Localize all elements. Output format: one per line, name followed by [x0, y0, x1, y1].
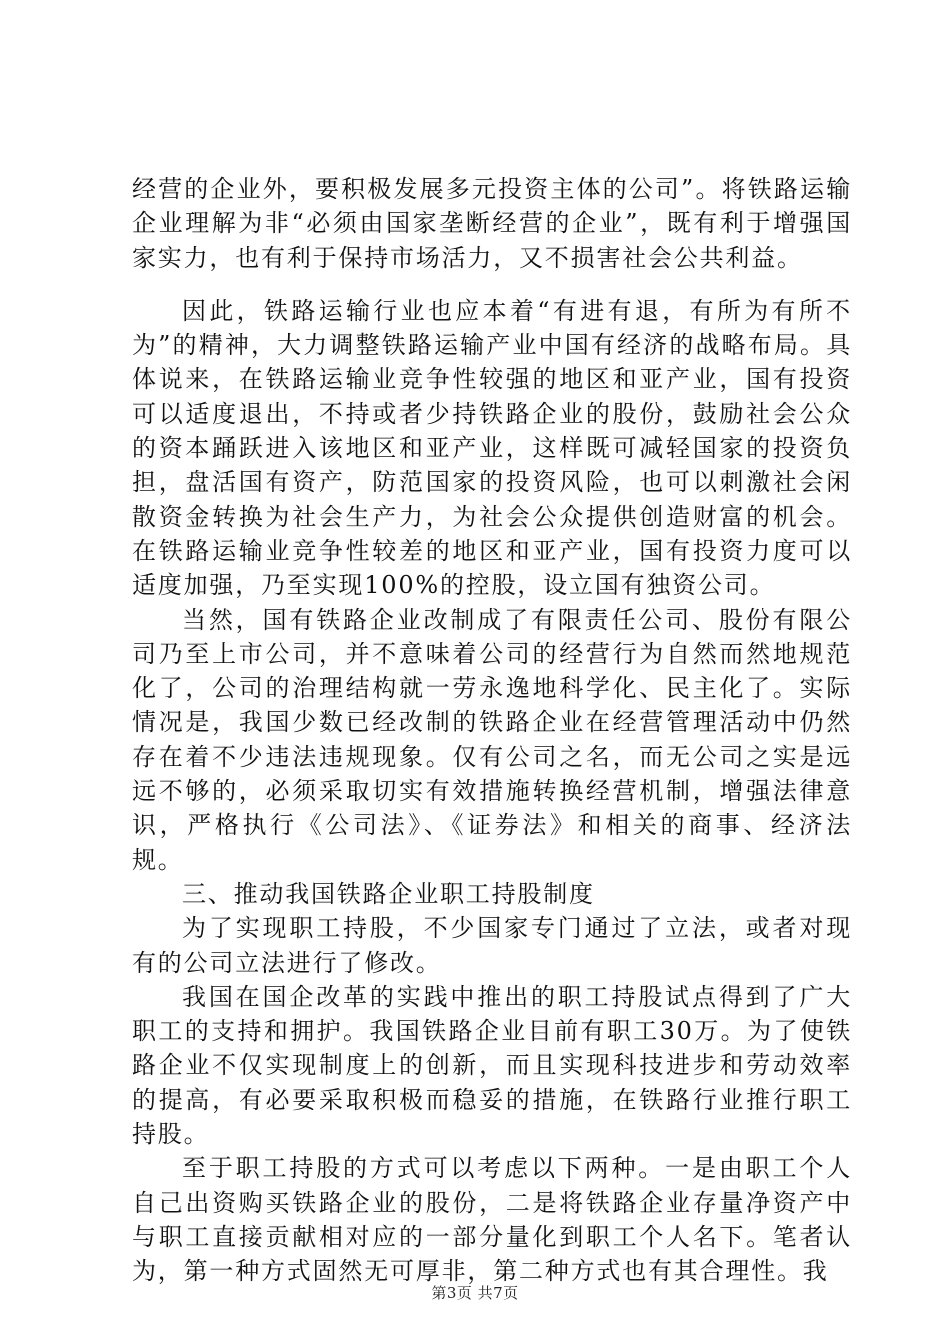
document-body: [132, 172, 852, 1289]
paragraph-pilot: 我国在国企改革的实践中推出的职工持股试点得到了广大职工的支持和拥护。我国铁路企业目前有职工30万。为了使铁路企业不仅实现制度上的创新，而且实现科技进步和劳动效率的提高，有必要采取积极而稳妥的措施，在铁路行业推行职工持股。: [132, 982, 852, 1149]
paragraph-governance: 当然，国有铁路企业改制成了有限责任公司、股份有限公司乃至上市公司，并不意味着公司的经营行为自然而然地规范化了，公司的治理结构就一劳永逸地科学化、民主化了。实际情况是，我国少数已经改制的铁路企业在经营管理活动中仍然存在着不少违法违规现象。仅有公司之名，而无公司之实是远远不够的，必须采取切实有效措施转换经营机制，增强法律意识，严格执行《公司法》、《证券法》和相关的商事、经济法规。: [132, 605, 852, 874]
paragraph-continuation: 经营的企业外，要积极发展多元投资主体的公司”。将铁路运输企业理解为非“必须由国家垄断经营的企业”，既有利于增强国家实力，也有利于保持市场活力，又不损害社会公共利益。: [132, 175, 852, 272]
paragraph-strategy: 因此，铁路运输行业也应本着“有进有退，有所为有所不为”的精神，大力调整铁路运输产业中国有经济的战略布局。具体说来，在铁路运输业竞争性较强的地区和亚产业，国有投资可以适度退出，不持或者少持铁路企业的股份，鼓励社会公众的资本踊跃进入该地区和亚产业，这样既可减轻国家的投资负担，盘活国有资产，防范国家的投资风险，也可以刺激社会闲散资金转换为社会生产力，为社会公众提供创造财富的机会。在铁路运输业竞争性较差的地区和亚产业，国有投资力度可以适度加强，乃至实现100%的控股，设立国有独资公司。: [132, 296, 852, 600]
paragraph-methods: 至于职工持股的方式可以考虑以下两种。一是由职工个人自己出资购买铁路企业的股份，二是将铁路企业存量净资产中与职工直接贡献相对应的一部分量化到职工个人名下。笔者认为，第一种方式固然无可厚非，第二种方式也有其合理性。我: [132, 1154, 852, 1286]
page-footer: 第3页 共7页: [431, 1284, 519, 1302]
section-heading: 三、推动我国铁路企业职工持股制度: [182, 879, 595, 908]
paragraph-legislation: 为了实现职工持股，不少国家专门通过了立法，或者对现有的公司立法进行了修改。: [132, 914, 852, 977]
